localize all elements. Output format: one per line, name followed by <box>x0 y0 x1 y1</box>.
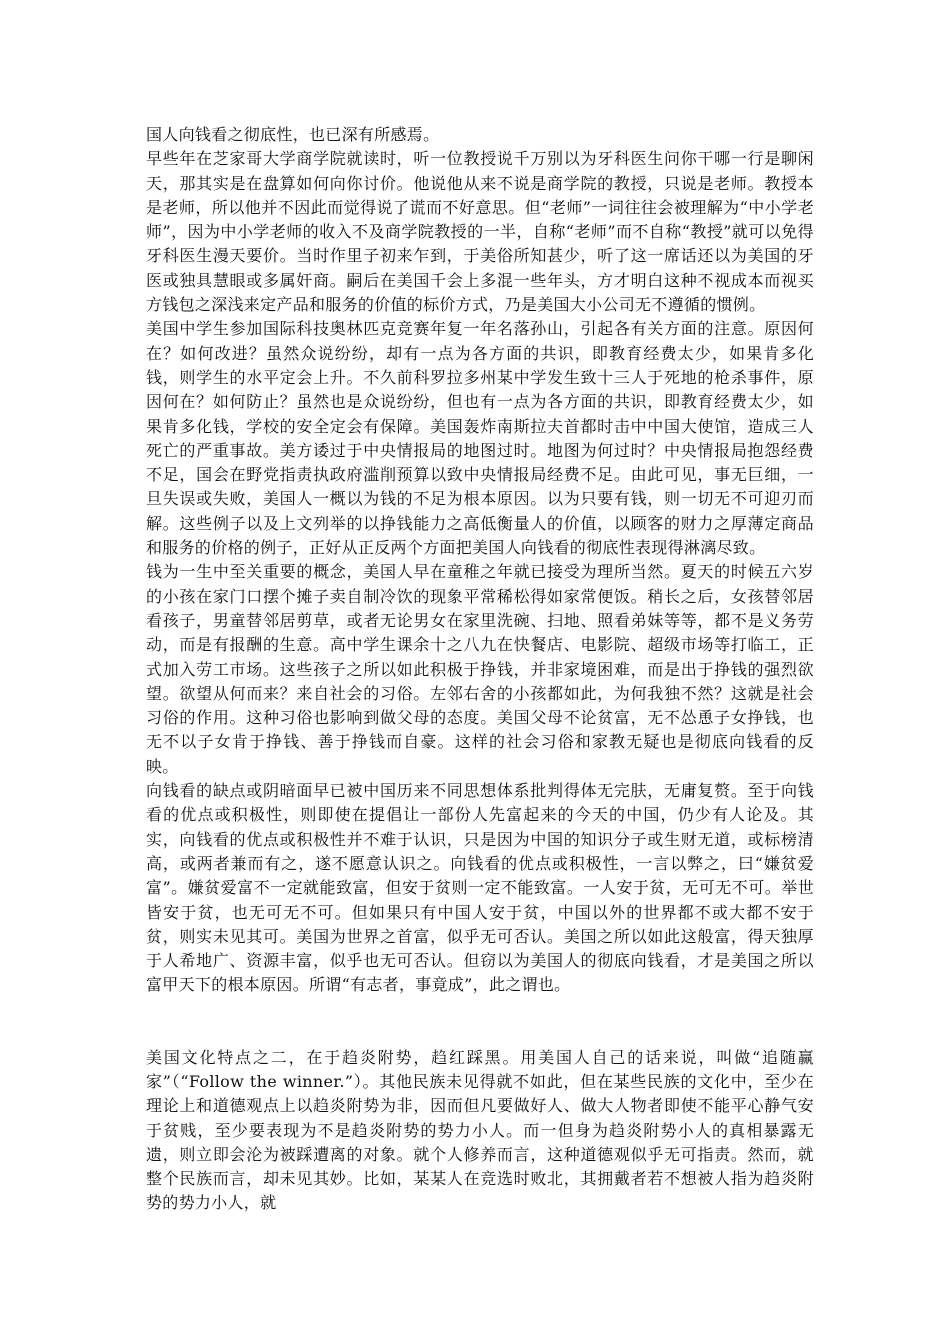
paragraph-2: 早些年在芝家哥大学商学院就读时，听一位教授说千万别以为牙科医生问你干哪一行是聊闲天，那其实是在盘算如何向你讨价。他说他从来不说是商学院的教授，只说是老师。教授本是老师，所以他并不因此而觉得说了谎而不好意思。但“老师”一词往往会被理解为“中小学老师”，因为中小学老师的收入不及商学院教授的一半，自称“老师”而不自称“教授”就可以免得牙科医生漫天要价。当时作里子初来乍到，于美俗所知甚少，听了这一席话还以为美国的牙医或独具慧眼或多属奸商。嗣后在美国千会上多混一些年头，方才明白这种不视成本而视买方钱包之深浅来定产品和服务的价值的标价方式，乃是美国大小公司无不遵循的惯例。 <box>146 149 814 315</box>
document-body <box>146 123 814 1216</box>
paragraph-3: 美国中学生参加国际科技奥林匹克竞赛年复一年名落孙山，引起各有关方面的注意。原因何在？如何改进？虽然众说纷纷，却有一点为各方面的共识，即教育经费太少，如果肯多化钱，则学生的水平定会上升。不久前科罗拉多州某中学发生致十三人于死地的枪杀事件，原因何在？如何防止？虽然也是众说纷纷，但也有一点为各方面的共识，即教育经费太少，如果肯多化钱，学校的安全定会有保障。美国轰炸南斯拉夫首都时击中中国大使馆，造成三人死亡的严重事故。美方诿过于中央情报局的地图过时。地图为何过时？中央情报局抱怨经费不足，国会在野党指责执政府滥削预算以致中央情报局经费不足。由此可见，事无巨细，一旦失误或失败，美国人一概以为钱的不足为根本原因。以为只要有钱，则一切无不可迎刃而解。这些例子以及上文列举的以挣钱能力之高低衡量人的价值，以顾客的财力之厚薄定商品和服务的价格的例子，正好从正反两个方面把美国人向钱看的彻底性表现得淋漓尽致。 <box>146 319 814 558</box>
paragraph-5: 向钱看的缺点或阴暗面早已被中国历来不同思想体系批判得体无完肤，无庸复赘。至于向钱看的优点或积极性，则即使在提倡让一部份人先富起来的今天的中国，仍少有人论及。其实，向钱看的优点或积极性并不难于认识，只是因为中国的知识分子或生财无道，或标榜清高，或两者兼而有之，遂不愿意认识之。向钱看的优点或积极性，一言以弊之，曰“嫌贫爱富”。嫌贫爱富不一定就能致富，但安于贫则一定不能致富。一人安于贫，无可无不可。举世皆安于贫，也无可无不可。但如果只有中国人安于贫，中国以外的世界都不或大都不安于贫，则实未见其可。美国为世界之首富，似乎无可否认。美国之所以如此这般富，得天独厚于人希地广、资源丰富，似乎也无可否认。但窃以为美国人的彻底向钱看，才是美国之所以富甲天下的根本原因。所谓“有志者，事竟成”，此之谓也。 <box>146 781 814 995</box>
paragraph-1: 国人向钱看之彻底性，也已深有所感焉。 <box>146 125 440 144</box>
section-break <box>146 998 814 1046</box>
paragraph-6: 美国文化特点之二，在于趋炎附势，趋红踩黑。用美国人自己的话来说，叫做“追随赢家”（“Follow the winner.”）。其他民族未见得就不如此，但在某些民族的文化中，至少在理论上和道德观点上以趋炎附势为非，因而但凡要做好人、做大人物者即使不能平心静气安于贫贱，至少要表现为不是趋炎附势的势力小人。而一但身为趋炎附势小人的真相暴露无遗，则立即会沦为被踩遭离的对象。就个人修养而言，这种道德观似乎无可指责。然而，就整个民族而言，却未见其妙。比如，某某人在竞选时败北，其拥戴者若不想被人指为趋炎附势的势力小人，就 <box>146 1047 814 1213</box>
paragraph-4: 钱为一生中至关重要的概念，美国人早在童稚之年就已接受为理所当然。夏天的时候五六岁的小孩在家门口摆个摊子卖自制冷饮的现象平常稀松得如家常便饭。稍长之后，女孩替邻居看孩子，男童替邻居剪草，或者无论男女在家里洗碗、扫地、照看弟妹等等，都不是义务劳动，而是有报酬的生意。高中学生课余十之八九在快餐店、电影院、超级市场等打临工，正式加入劳工市场。这些孩子之所以如此积极于挣钱，并非家境困难，而是出于挣钱的强烈欲望。欲望从何而来？来自社会的习俗。左邻右舍的小孩都如此，为何我独不然？这就是社会习俗的作用。这种习俗也影响到做父母的态度。美国父母不论贫富，无不怂恿子女挣钱，也无不以子女肯于挣钱、善于挣钱而自豪。这样的社会习俗和家教无疑也是彻底向钱看的反映。 <box>146 562 814 776</box>
